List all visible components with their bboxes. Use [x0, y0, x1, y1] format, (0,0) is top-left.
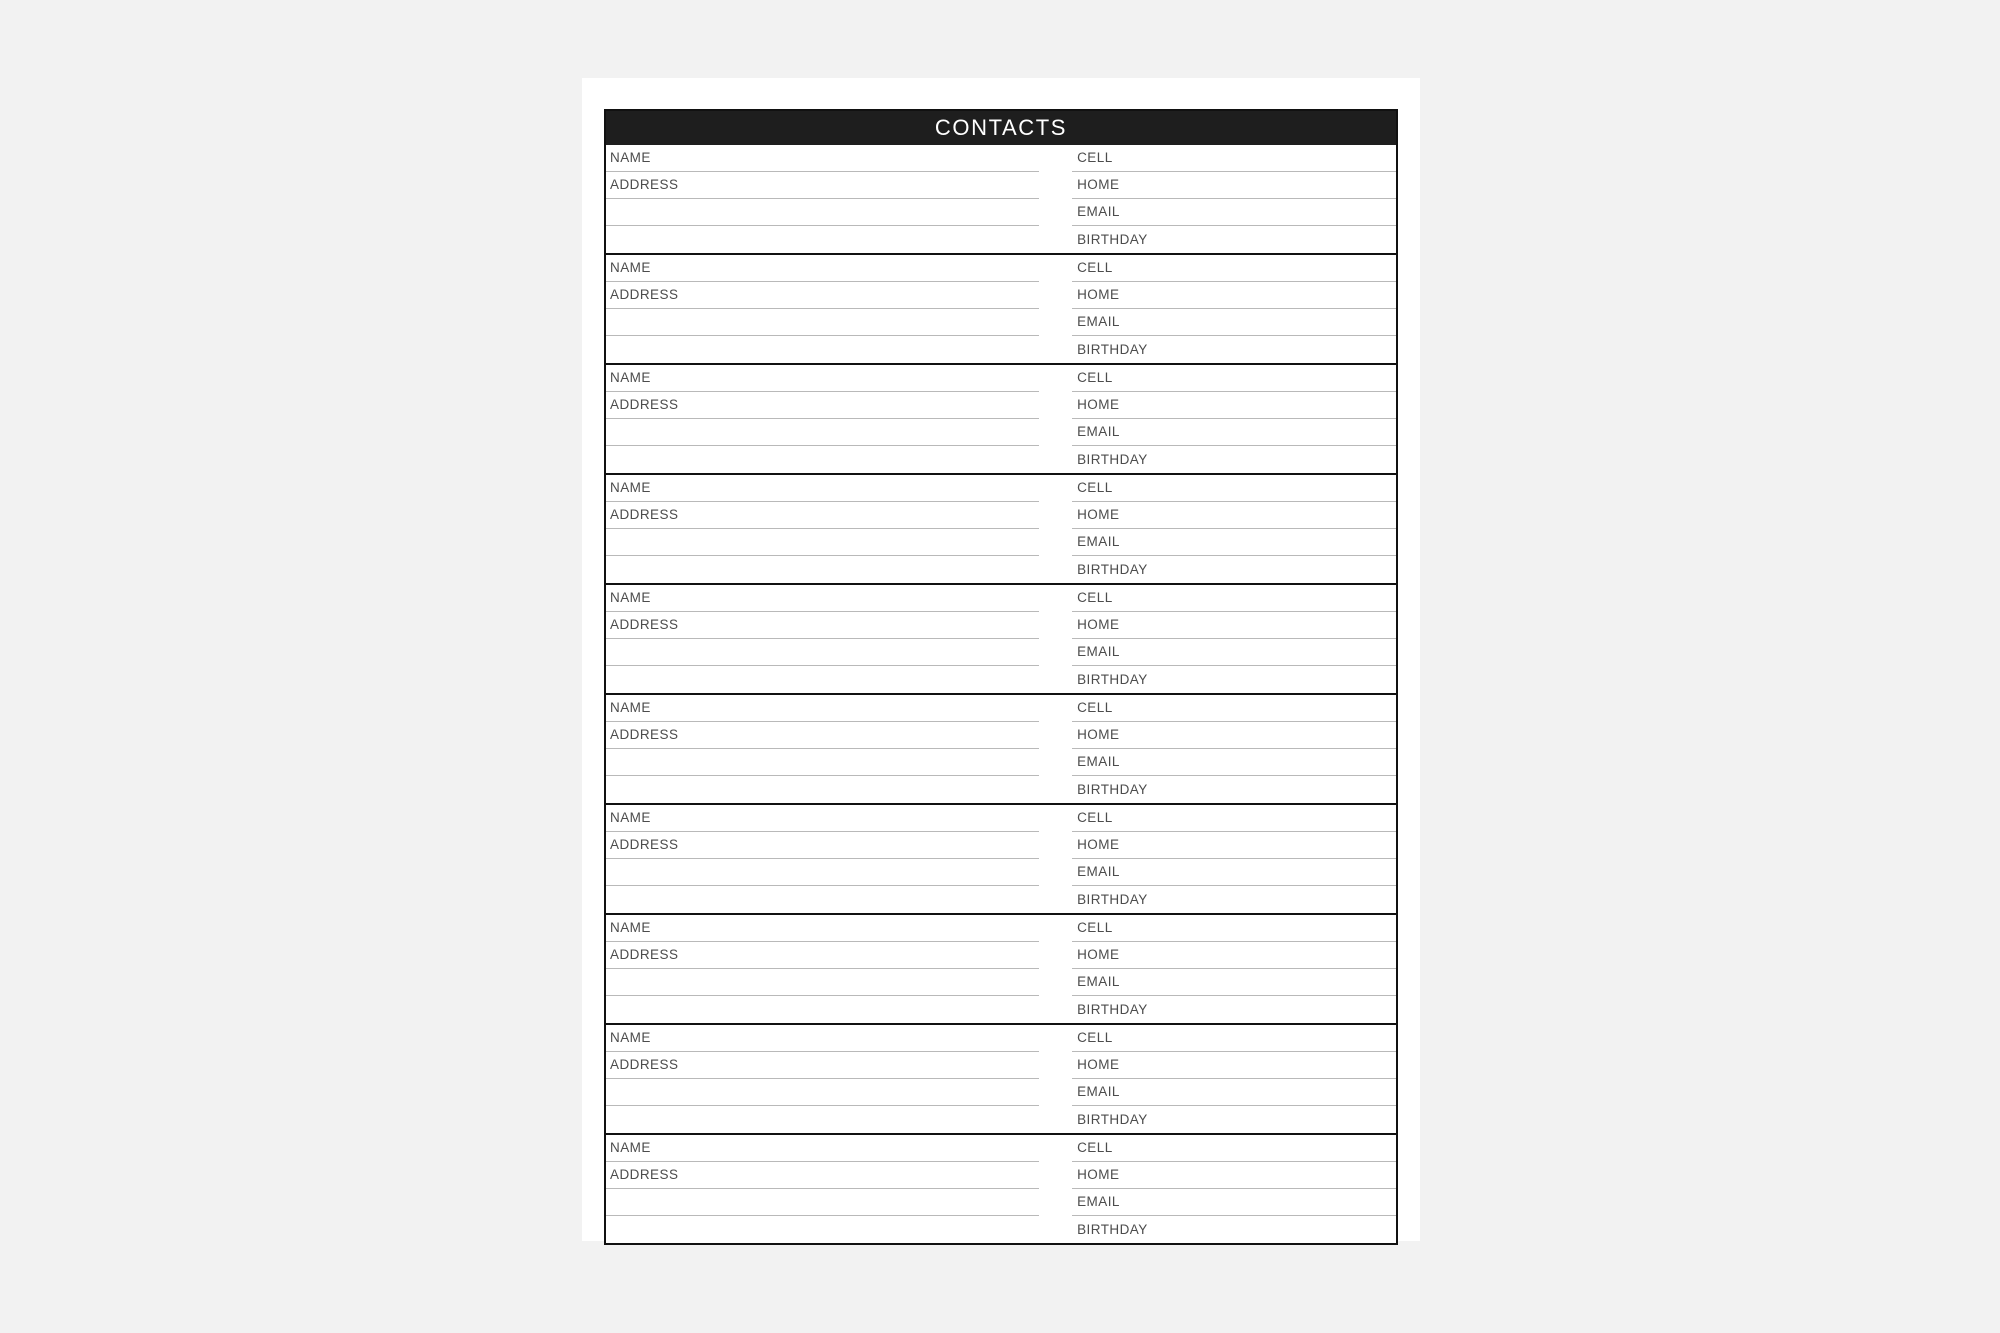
field-label-birthday: BIRTHDAY: [1077, 561, 1148, 577]
field-row-blank[interactable]: [606, 446, 1039, 473]
field-row-cell[interactable]: [1072, 805, 1396, 832]
contact-column-right: [1072, 805, 1396, 913]
field-row-birthday[interactable]: [1072, 1106, 1396, 1133]
field-row-address[interactable]: [606, 502, 1039, 529]
field-row-address[interactable]: [606, 612, 1039, 639]
field-label-home: HOME: [1077, 727, 1120, 743]
field-label-address: ADDRESS: [610, 1057, 679, 1073]
field-row-blank[interactable]: [606, 529, 1039, 556]
field-label-address: ADDRESS: [610, 727, 679, 743]
field-label-email: EMAIL: [1077, 314, 1120, 330]
contacts-form-table: [604, 109, 1398, 1245]
field-label-home: HOME: [1077, 1167, 1120, 1183]
field-label-email: EMAIL: [1077, 754, 1120, 770]
contact-column-right: [1072, 1025, 1396, 1133]
field-row-blank[interactable]: [606, 1216, 1039, 1243]
field-row-address[interactable]: [606, 942, 1039, 969]
field-row-cell[interactable]: [1072, 915, 1396, 942]
contact-block: [606, 693, 1396, 803]
field-label-home: HOME: [1077, 507, 1120, 523]
field-row-email[interactable]: [1072, 199, 1396, 226]
field-row-cell[interactable]: [1072, 365, 1396, 392]
field-row-blank[interactable]: [606, 749, 1039, 776]
contact-column-left: [606, 145, 1072, 253]
field-row-birthday[interactable]: [1072, 336, 1396, 363]
field-label-email: EMAIL: [1077, 864, 1120, 880]
contacts-title-bar: [606, 111, 1396, 145]
field-row-home[interactable]: [1072, 502, 1396, 529]
field-row-cell[interactable]: [1072, 475, 1396, 502]
field-row-cell[interactable]: [1072, 145, 1396, 172]
field-row-name[interactable]: [606, 255, 1039, 282]
field-label-name: NAME: [610, 1030, 651, 1046]
field-label-email: EMAIL: [1077, 644, 1120, 660]
contact-column-left: [606, 1135, 1072, 1243]
contact-column-right: [1072, 915, 1396, 1023]
contacts-page-sheet: [582, 78, 1420, 1241]
contact-column-right: [1072, 145, 1396, 253]
field-label-name: NAME: [610, 260, 651, 276]
field-row-address[interactable]: [606, 172, 1039, 199]
contact-blocks-container: [606, 145, 1396, 1243]
field-label-name: NAME: [610, 1140, 651, 1156]
field-row-birthday[interactable]: [1072, 556, 1396, 583]
field-label-email: EMAIL: [1077, 1194, 1120, 1210]
field-row-name[interactable]: [606, 915, 1039, 942]
field-row-cell[interactable]: [1072, 695, 1396, 722]
field-row-home[interactable]: [1072, 172, 1396, 199]
field-row-cell[interactable]: [1072, 585, 1396, 612]
contact-block: [606, 145, 1396, 253]
field-row-blank[interactable]: [606, 859, 1039, 886]
field-row-birthday[interactable]: [1072, 666, 1396, 693]
field-row-name[interactable]: [606, 805, 1039, 832]
field-row-cell[interactable]: [1072, 255, 1396, 282]
field-row-address[interactable]: [606, 392, 1039, 419]
contact-column-left: [606, 805, 1072, 913]
field-label-birthday: BIRTHDAY: [1077, 671, 1148, 687]
field-row-name[interactable]: [606, 1135, 1039, 1162]
field-label-cell: CELL: [1077, 260, 1113, 276]
field-label-name: NAME: [610, 700, 651, 716]
field-row-name[interactable]: [606, 695, 1039, 722]
field-label-name: NAME: [610, 370, 651, 386]
field-label-name: NAME: [610, 810, 651, 826]
contact-column-right: [1072, 585, 1396, 693]
contact-block: [606, 473, 1396, 583]
field-label-name: NAME: [610, 920, 651, 936]
field-row-name[interactable]: [606, 145, 1039, 172]
contact-block: [606, 803, 1396, 913]
field-row-name[interactable]: [606, 365, 1039, 392]
field-label-cell: CELL: [1077, 1140, 1113, 1156]
field-row-email[interactable]: [1072, 309, 1396, 336]
field-label-name: NAME: [610, 480, 651, 496]
field-label-email: EMAIL: [1077, 534, 1120, 550]
field-row-home[interactable]: [1072, 392, 1396, 419]
field-row-address[interactable]: [606, 282, 1039, 309]
field-row-email[interactable]: [1072, 969, 1396, 996]
field-row-email[interactable]: [1072, 419, 1396, 446]
field-label-birthday: BIRTHDAY: [1077, 1001, 1148, 1017]
field-row-email[interactable]: [1072, 639, 1396, 666]
contact-column-left: [606, 695, 1072, 803]
field-label-cell: CELL: [1077, 810, 1113, 826]
field-row-blank[interactable]: [606, 1106, 1039, 1133]
field-label-cell: CELL: [1077, 1030, 1113, 1046]
field-row-email[interactable]: [1072, 859, 1396, 886]
field-row-email[interactable]: [1072, 749, 1396, 776]
field-label-address: ADDRESS: [610, 507, 679, 523]
field-label-birthday: BIRTHDAY: [1077, 451, 1148, 467]
field-row-blank[interactable]: [606, 556, 1039, 583]
field-label-cell: CELL: [1077, 700, 1113, 716]
field-label-address: ADDRESS: [610, 287, 679, 303]
contact-column-left: [606, 915, 1072, 1023]
field-label-email: EMAIL: [1077, 424, 1120, 440]
field-label-cell: CELL: [1077, 370, 1113, 386]
field-row-birthday[interactable]: [1072, 226, 1396, 253]
field-row-name[interactable]: [606, 475, 1039, 502]
field-row-birthday[interactable]: [1072, 886, 1396, 913]
field-row-cell[interactable]: [1072, 1135, 1396, 1162]
field-label-home: HOME: [1077, 287, 1120, 303]
field-row-blank[interactable]: [606, 226, 1039, 253]
field-label-address: ADDRESS: [610, 397, 679, 413]
field-row-blank[interactable]: [606, 969, 1039, 996]
field-row-blank[interactable]: [606, 886, 1039, 913]
contact-column-right: [1072, 1135, 1396, 1243]
field-row-blank[interactable]: [606, 309, 1039, 336]
field-row-cell[interactable]: [1072, 1025, 1396, 1052]
field-label-name: NAME: [610, 590, 651, 606]
field-row-address[interactable]: [606, 832, 1039, 859]
contact-block: [606, 253, 1396, 363]
field-label-address: ADDRESS: [610, 1167, 679, 1183]
field-row-name[interactable]: [606, 585, 1039, 612]
field-row-home[interactable]: [1072, 942, 1396, 969]
contact-column-right: [1072, 475, 1396, 583]
field-row-address[interactable]: [606, 1162, 1039, 1189]
contact-block: [606, 1133, 1396, 1243]
contact-column-right: [1072, 255, 1396, 363]
field-label-home: HOME: [1077, 397, 1120, 413]
field-label-email: EMAIL: [1077, 1084, 1120, 1100]
contact-column-left: [606, 475, 1072, 583]
field-label-address: ADDRESS: [610, 177, 679, 193]
field-row-blank[interactable]: [606, 1079, 1039, 1106]
field-label-home: HOME: [1077, 1057, 1120, 1073]
field-label-address: ADDRESS: [610, 837, 679, 853]
contact-column-left: [606, 1025, 1072, 1133]
field-row-birthday[interactable]: [1072, 996, 1396, 1023]
field-row-name[interactable]: [606, 1025, 1039, 1052]
field-label-address: ADDRESS: [610, 947, 679, 963]
field-label-email: EMAIL: [1077, 204, 1120, 220]
field-label-email: EMAIL: [1077, 974, 1120, 990]
field-row-home[interactable]: [1072, 1052, 1396, 1079]
field-label-home: HOME: [1077, 837, 1120, 853]
field-row-email[interactable]: [1072, 1079, 1396, 1106]
field-row-home[interactable]: [1072, 612, 1396, 639]
field-row-blank[interactable]: [606, 666, 1039, 693]
contact-column-right: [1072, 695, 1396, 803]
field-row-birthday[interactable]: [1072, 1216, 1396, 1243]
field-label-birthday: BIRTHDAY: [1077, 781, 1148, 797]
field-label-birthday: BIRTHDAY: [1077, 231, 1148, 247]
field-row-home[interactable]: [1072, 832, 1396, 859]
contact-block: [606, 913, 1396, 1023]
field-label-birthday: BIRTHDAY: [1077, 1221, 1148, 1237]
field-row-home[interactable]: [1072, 282, 1396, 309]
field-label-cell: CELL: [1077, 590, 1113, 606]
contact-block: [606, 363, 1396, 473]
field-row-address[interactable]: [606, 722, 1039, 749]
contact-block: [606, 583, 1396, 693]
field-row-email[interactable]: [1072, 529, 1396, 556]
contact-column-left: [606, 365, 1072, 473]
contact-block: [606, 1023, 1396, 1133]
field-label-home: HOME: [1077, 947, 1120, 963]
field-label-birthday: BIRTHDAY: [1077, 891, 1148, 907]
field-row-blank[interactable]: [606, 639, 1039, 666]
field-label-address: ADDRESS: [610, 617, 679, 633]
field-row-birthday[interactable]: [1072, 776, 1396, 803]
field-row-home[interactable]: [1072, 722, 1396, 749]
page-title: CONTACTS: [934, 115, 1068, 140]
field-label-birthday: BIRTHDAY: [1077, 341, 1148, 357]
field-label-birthday: BIRTHDAY: [1077, 1111, 1148, 1127]
field-label-home: HOME: [1077, 617, 1120, 633]
field-row-email[interactable]: [1072, 1189, 1396, 1216]
contact-column-left: [606, 585, 1072, 693]
field-label-home: HOME: [1077, 177, 1120, 193]
field-row-birthday[interactable]: [1072, 446, 1396, 473]
field-row-blank[interactable]: [606, 776, 1039, 803]
field-label-cell: CELL: [1077, 150, 1113, 166]
field-row-blank[interactable]: [606, 996, 1039, 1023]
field-row-address[interactable]: [606, 1052, 1039, 1079]
contact-column-right: [1072, 365, 1396, 473]
field-row-blank[interactable]: [606, 336, 1039, 363]
field-label-name: NAME: [610, 150, 651, 166]
field-row-home[interactable]: [1072, 1162, 1396, 1189]
field-row-blank[interactable]: [606, 419, 1039, 446]
contact-column-left: [606, 255, 1072, 363]
field-row-blank[interactable]: [606, 199, 1039, 226]
field-label-cell: CELL: [1077, 920, 1113, 936]
field-label-cell: CELL: [1077, 480, 1113, 496]
field-row-blank[interactable]: [606, 1189, 1039, 1216]
